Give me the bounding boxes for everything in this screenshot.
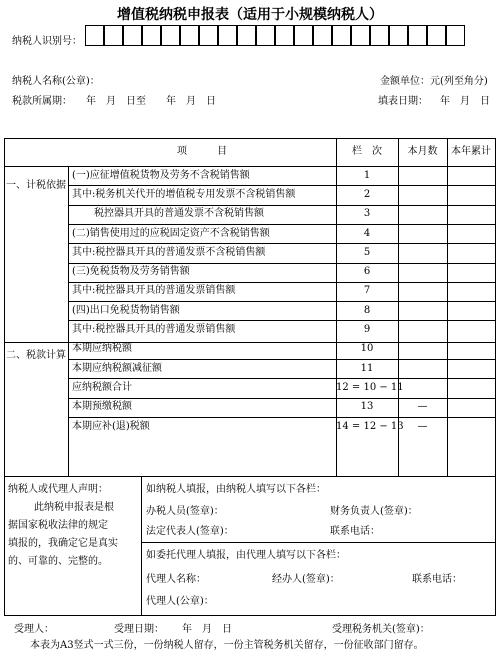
agent-fill-title: 如委托代理人填报，由代理人填写以下各栏： — [146, 550, 346, 561]
table-row-item: 其中:税控器具开具的普通发票销售额 — [72, 285, 236, 296]
taxpayer-name-label: 纳税人名称(公章)： — [12, 76, 100, 87]
taxpayer-fill-title: 如纳税人填报，由纳税人填写以下各栏： — [146, 484, 326, 495]
receive-date-value[interactable]: 年 月 日 — [182, 624, 232, 635]
table-row-line-number: 9 — [363, 324, 371, 335]
table-row-year-value[interactable] — [447, 266, 495, 278]
legal-rep-signature[interactable]: 法定代表人(签章)： — [146, 526, 234, 537]
taxpayer-phone[interactable]: 联系电话： — [330, 526, 380, 537]
table-row-year-value[interactable] — [447, 421, 495, 433]
table-row-year-value[interactable] — [447, 363, 495, 375]
table-row-year-value[interactable] — [447, 189, 495, 201]
table-row-item: 其中:税控器具开具的普通发票销售额 — [72, 324, 236, 335]
table-row-year-value[interactable] — [447, 208, 495, 220]
table-row-item: (四)出口免税货物销售额 — [72, 305, 180, 316]
table-row-item: 税控器具开具的普通发票不含税销售额 — [94, 208, 264, 219]
agent-name[interactable]: 代理人名称： — [146, 574, 206, 585]
fill-date-label: 填表日期： — [378, 96, 428, 107]
receiver-label[interactable]: 受理人： — [14, 624, 54, 635]
table-row-line-number: 3 — [363, 208, 371, 219]
section-tax-basis: 一、计税依据 — [6, 180, 66, 191]
table-row-line-number: 13 — [360, 401, 374, 412]
declaration-line-1: 此纳税申报表是根 — [34, 502, 114, 513]
table-row-line-number: 10 — [360, 343, 374, 354]
table-row-line-number: 1 — [363, 170, 371, 181]
taxpayer-id-label: 纳税人识别号： — [12, 36, 82, 47]
column-header-month: 本月数 — [407, 146, 438, 157]
finance-head-signature[interactable]: 财务负责人(签章)： — [330, 506, 418, 517]
form-note: 本表为A3竖式一式三份，一份纳税人留存，一份主管税务机关留存，一份征收部门留存。 — [30, 640, 424, 651]
table-row-item: 本期应补(退)税额 — [72, 421, 150, 432]
column-header-year: 本年累计 — [451, 146, 491, 157]
table-row-item: 本期应纳税额减征额 — [72, 363, 162, 374]
agent-seal[interactable]: 代理人(公章)： — [146, 596, 214, 607]
table-row-line-number: 11 — [360, 363, 374, 374]
table-row-item: 本期预缴税额 — [72, 401, 132, 412]
table-row-year-value[interactable] — [447, 305, 495, 317]
tax-period-label: 税款所属期： — [12, 96, 72, 107]
table-row-year-value[interactable] — [447, 382, 495, 394]
table-row-line-number: 12 = 10 − 11 — [336, 382, 404, 393]
table-row-year-value[interactable] — [447, 170, 495, 182]
table-row-year-value[interactable] — [447, 247, 495, 259]
fill-date-value[interactable]: 年 月 日 — [440, 96, 490, 107]
form-title: 增值税纳税申报表（适用于小规模纳税人） — [117, 7, 383, 23]
table-row-line-number: 4 — [363, 228, 371, 239]
table-row-year-value[interactable] — [447, 228, 495, 240]
table-row-month-value[interactable]: — — [417, 421, 428, 432]
table-row-year-value[interactable] — [447, 324, 495, 336]
table-row-month-value[interactable]: — — [417, 401, 428, 412]
column-header-item: 项 目 — [177, 146, 227, 157]
table-row-line-number: 14 = 12 − 13 — [336, 421, 404, 432]
receive-date-label: 受理日期： — [114, 624, 164, 635]
table-row-item: 其中:税务机关代开的增值税专用发票不含税销售额 — [72, 189, 296, 200]
agent-phone[interactable]: 联系电话： — [412, 574, 462, 585]
table-row-item: 应纳税额合计 — [72, 382, 132, 393]
declaration-line-4: 的、可靠的、完整的。 — [8, 556, 108, 567]
table-row-line-number: 2 — [363, 189, 371, 200]
agent-handler-signature[interactable]: 经办人(签章)： — [272, 574, 340, 585]
table-row-item: (三)免税货物及劳务销售额 — [72, 266, 190, 277]
tax-handler-signature[interactable]: 办税人员(签章)： — [146, 506, 224, 517]
table-row-line-number: 6 — [363, 266, 371, 277]
table-row-item: (二)销售使用过的应税固定资产不含税销售额 — [72, 228, 270, 239]
declaration-title: 纳税人或代理人声明： — [8, 484, 108, 495]
table-row-year-value[interactable] — [447, 343, 495, 355]
section-tax-calculation: 二、税款计算 — [6, 350, 66, 361]
table-row-year-value[interactable] — [447, 285, 495, 297]
table-row-line-number: 5 — [363, 247, 371, 258]
tax-period-value[interactable]: 年 月 日至 年 月 日 — [86, 96, 216, 107]
table-row-year-value[interactable] — [447, 401, 495, 413]
table-row-item: 其中:税控器具开具的普通发票不含税销售额 — [72, 247, 266, 258]
table-row-item: (一)应征增值税货物及劳务不含税销售额 — [72, 170, 250, 181]
declaration-line-2: 据国家税收法律的规定 — [8, 520, 108, 531]
column-header-line: 栏 次 — [352, 146, 382, 157]
table-row-item: 本期应纳税额 — [72, 343, 132, 354]
table-row-line-number: 8 — [363, 305, 371, 316]
declaration-line-3: 填报的，我确定它是真实 — [8, 538, 118, 549]
table-row-line-number: 7 — [363, 285, 371, 296]
receiving-authority-signature[interactable]: 受理税务机关(签章)： — [332, 624, 430, 635]
amount-unit: 金额单位：元(列至角分) — [380, 76, 488, 87]
